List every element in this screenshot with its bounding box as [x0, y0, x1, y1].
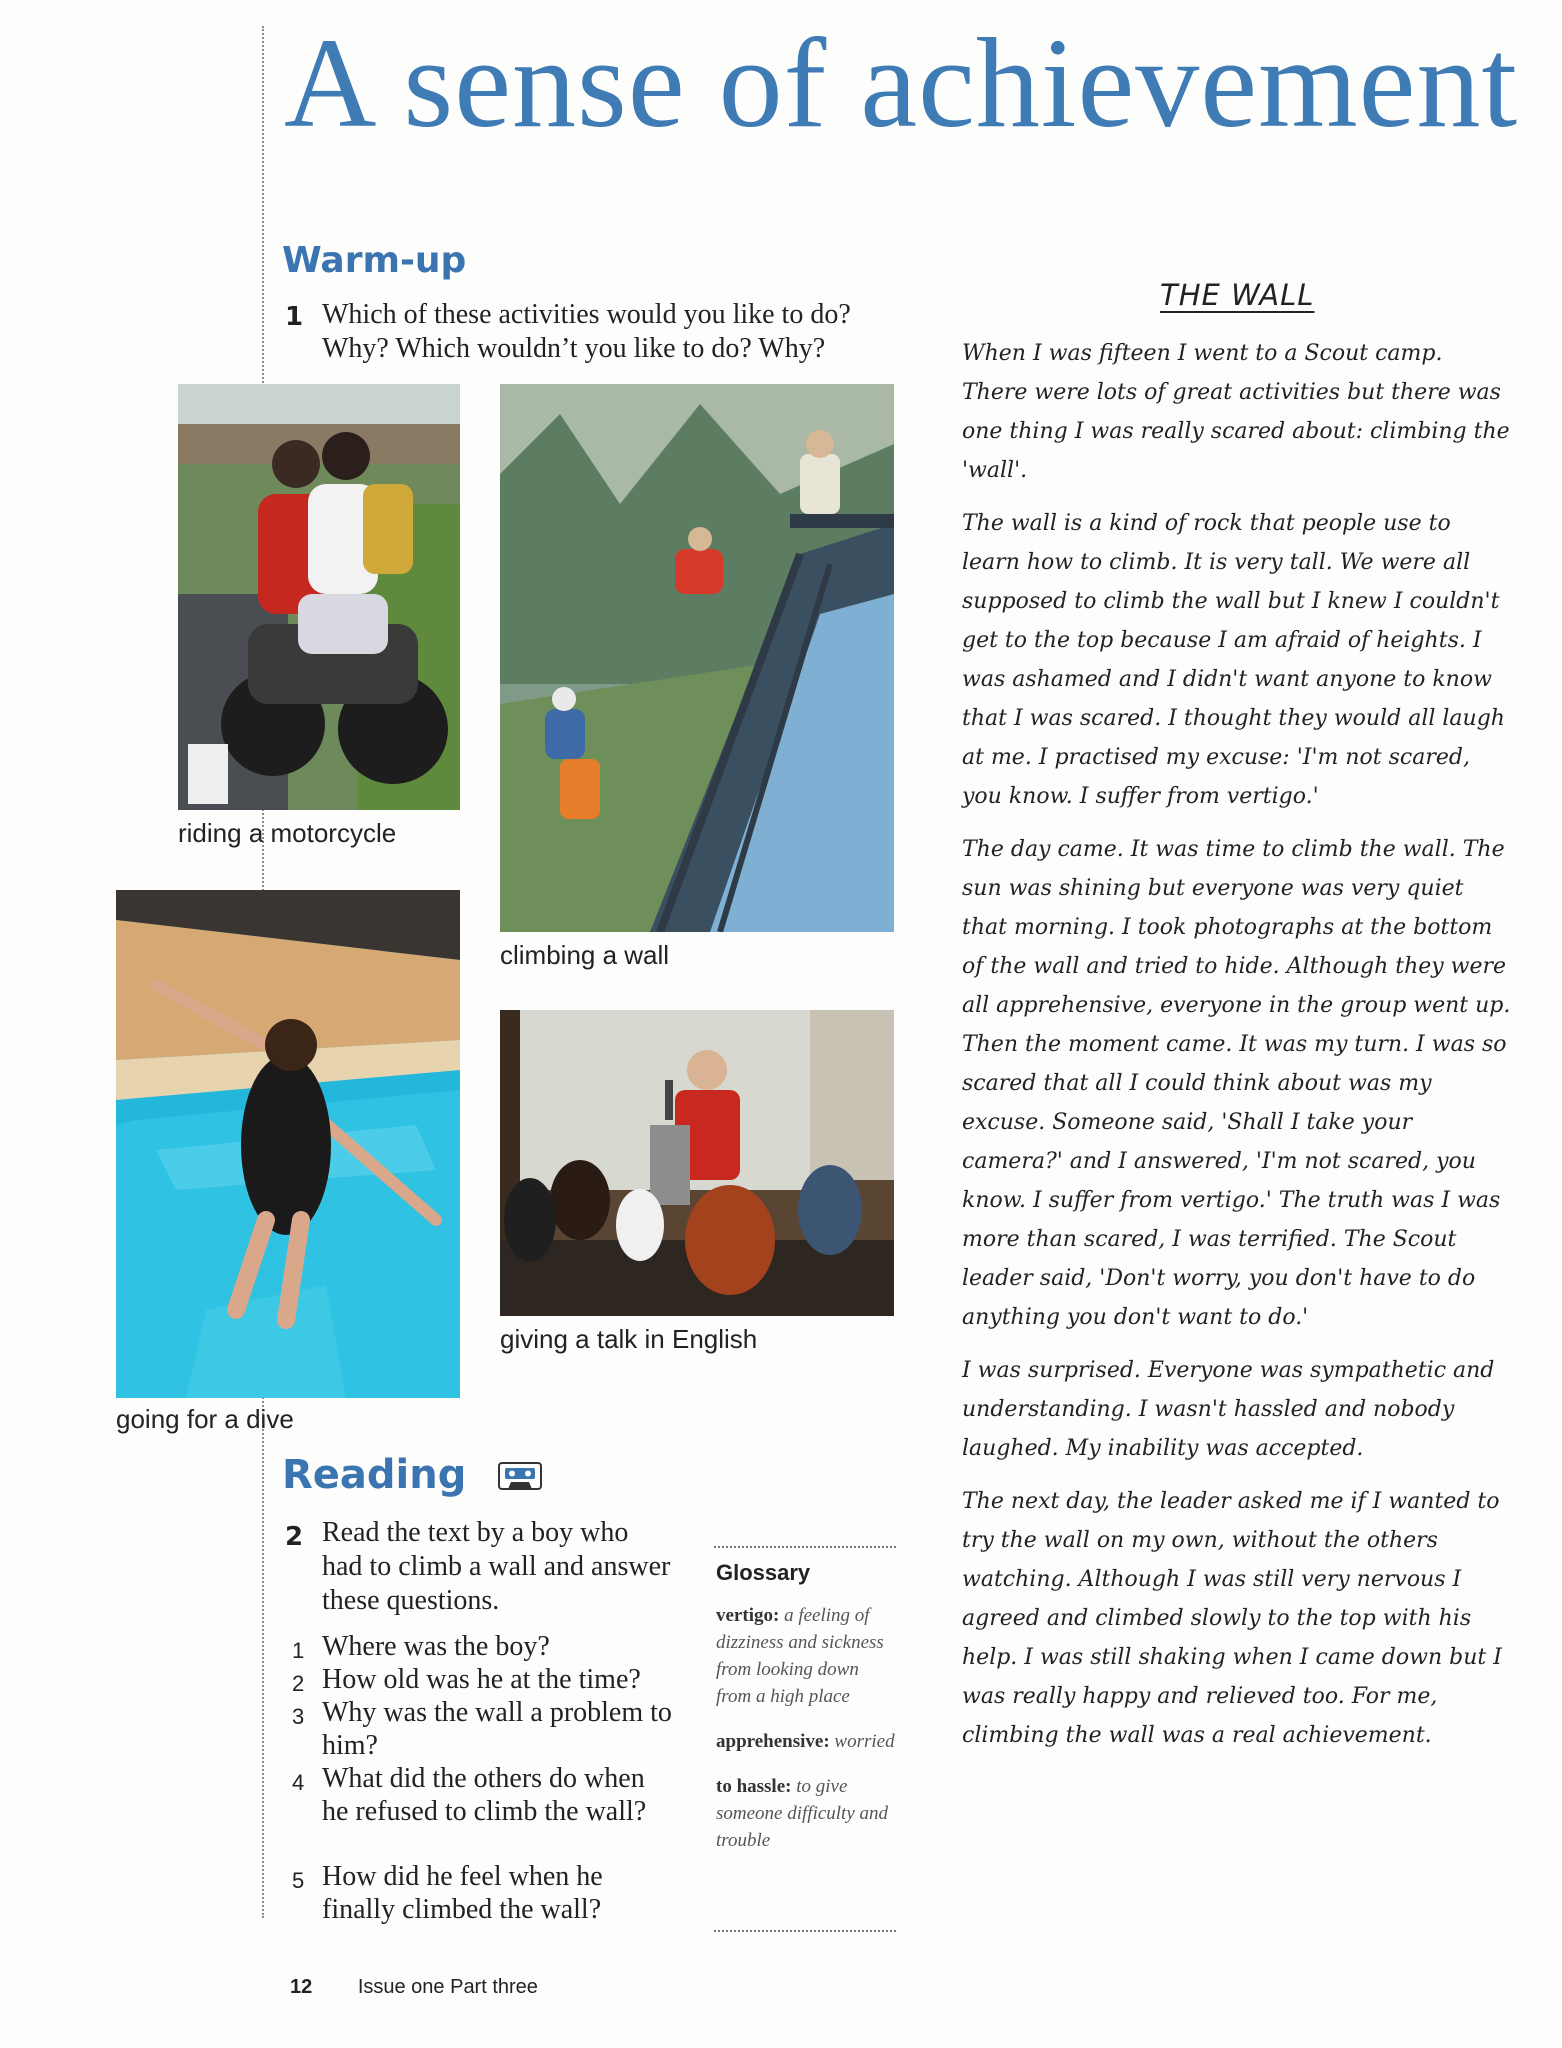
glossary-entry: [716, 1728, 896, 1755]
glossary-definition: a feeling of dizziness and sickness from looking down from a high place: [716, 1605, 884, 1707]
reading-instruction: Read the text by a boy who had to climb a wall and answer these questions.: [322, 1517, 671, 1616]
page-number: 12: [290, 1976, 313, 1998]
glossary-term: apprehensive:: [716, 1731, 830, 1752]
question-text: How did he feel when he finally climbed the wall?: [322, 1861, 603, 1925]
footer-section: Issue one Part three: [357, 1976, 538, 1998]
story-paragraph: The next day, the leader asked me if I wanted to try the wall on my own, without the others watching. Although I was still very nervous I agreed and climbed slowly to the top with his help. I was still shaking when I came down but I was really happy and relieved too. For me, climbing the wall was a real achievement.: [962, 1489, 1502, 1748]
page-title: A sense of achievement: [284, 12, 1518, 154]
question-text: How old was he at the time?: [322, 1664, 641, 1695]
question-text: Why was the wall a problem to him?: [322, 1697, 672, 1761]
question-number: 3: [292, 1704, 305, 1729]
story-paragraph: The wall is a kind of rock that people use to learn how to climb. It is very tall. We were all supposed to climb the wall but I knew I couldn't get to the top because I am afraid of heights. I was ashamed and I didn't want anyone to know that I was scared. I thought they would all laugh at me. I practised my excuse: 'I'm not scared, you know. I suffer from vertigo.': [962, 511, 1505, 809]
photo-caption-dive: going for a dive: [116, 1404, 294, 1434]
warmup-question: Which of these activities would you like to do? Why? Which wouldn’t you like to do? Why?: [322, 299, 851, 364]
cassette-icon: [498, 1454, 542, 1500]
reading-question-number: 2: [285, 1522, 304, 1552]
story-paragraph: I was surprised. Everyone was sympathetic and understanding. I wasn't hassled and nobody laughed. My inability was accepted.: [962, 1358, 1495, 1461]
glossary-entry: [716, 1773, 896, 1854]
story-text: [962, 334, 1512, 1769]
story-title: THE WALL: [1160, 278, 1315, 312]
story-paragraph: The day came. It was time to climb the wall. The sun was shining but everyone was very quiet that morning. I took photographs at the bottom of the wall and tried to hide. Although they were all apprehensive, everyone in the group went up. Then the moment came. It was my turn. I was so scared that all I could think about was my excuse. Someone said, 'Shall I take your camera?' and I answered, 'I'm not scared, you know. I suffer from vertigo.' The truth was I was more than scared, I was terrified. The Scout leader said, 'Don't worry, you don't have to do anything you don't want to do.': [962, 837, 1511, 1330]
glossary-heading: Glossary: [716, 1560, 811, 1585]
classroom-photo: [500, 1010, 894, 1316]
page-footer: [290, 1976, 538, 1999]
motorcycle-photo: [178, 384, 460, 810]
climbing-wall-photo: [500, 384, 894, 932]
photo-caption-motorcycle: riding a motorcycle: [178, 818, 397, 848]
glossary-term: vertigo:: [716, 1605, 780, 1626]
question-number: 1: [292, 1638, 305, 1663]
question-text: Where was the boy?: [322, 1631, 550, 1662]
glossary-term: to hassle:: [716, 1776, 792, 1797]
glossary-definition: to give someone difficulty and trouble: [716, 1776, 889, 1851]
glossary-entry: [716, 1602, 896, 1710]
glossary-box: [714, 1546, 896, 1932]
question-number: 4: [292, 1770, 305, 1795]
reading-heading: [282, 1452, 542, 1500]
story-paragraph: When I was fifteen I went to a Scout camp. There were lots of great activities but there was one thing I was really scared about: climbing the 'wall'.: [962, 341, 1510, 483]
photo-caption-talk: giving a talk in English: [500, 1324, 758, 1354]
warmup-heading: Warm-up: [282, 240, 467, 281]
photo-caption-climbing: climbing a wall: [500, 940, 670, 970]
dive-photo: [116, 890, 460, 1398]
question-number: 2: [292, 1671, 305, 1696]
question-number: 5: [292, 1868, 305, 1893]
glossary-definition: worried: [834, 1731, 895, 1752]
warmup-question-number: 1: [285, 302, 304, 332]
reading-heading-text: Reading: [282, 1452, 467, 1498]
question-text: What did the others do when he refused to climb the wall?: [322, 1763, 647, 1827]
